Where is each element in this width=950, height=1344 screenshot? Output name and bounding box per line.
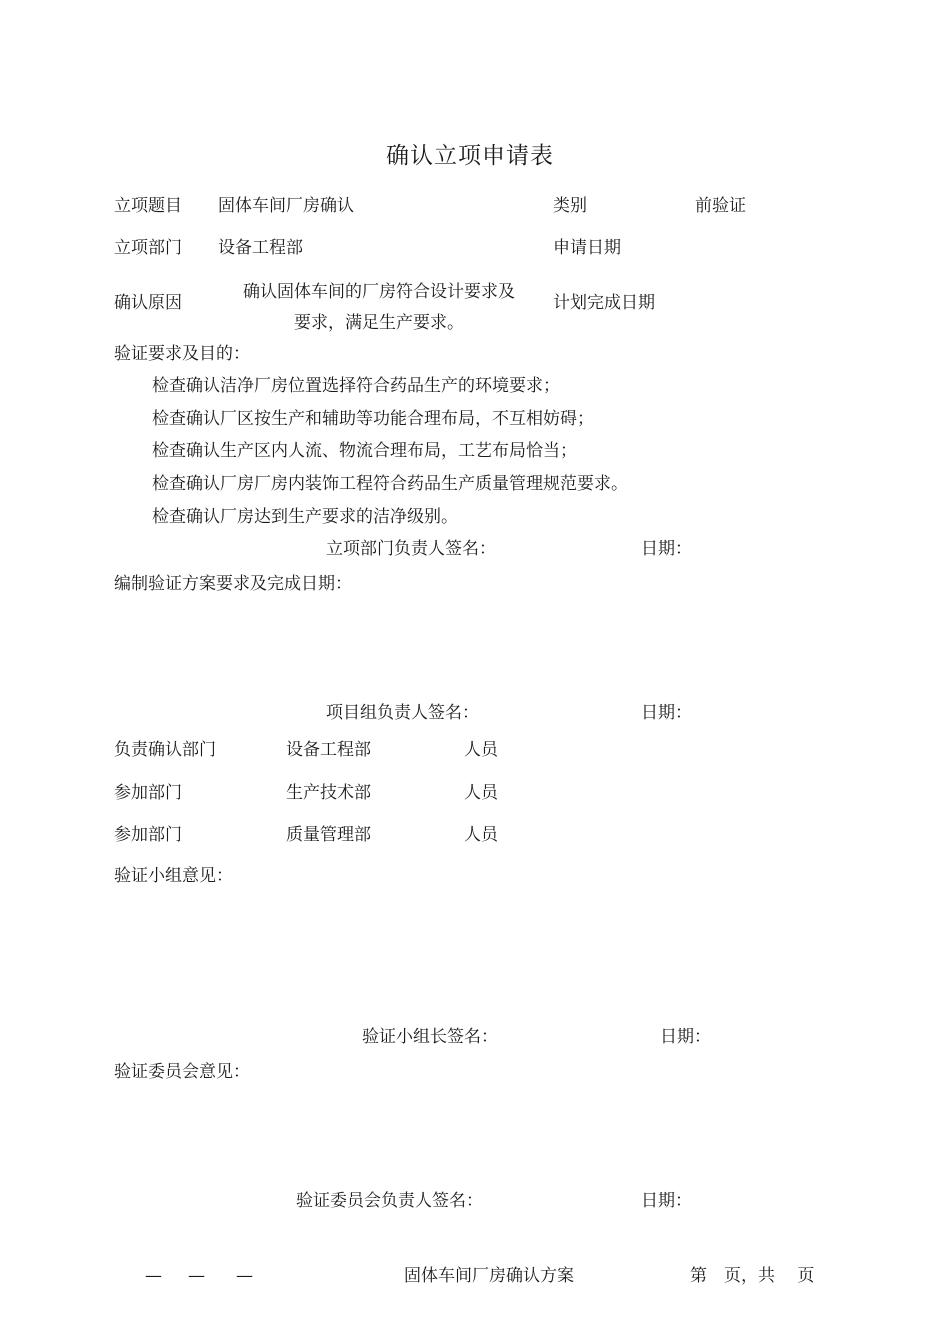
reason-label: 确认原因: [114, 293, 182, 313]
department-label: 立项部门: [114, 238, 182, 258]
footer-dash: —: [145, 1266, 162, 1286]
committee-opinion-label: 验证委员会意见：: [114, 1062, 250, 1082]
dept-name: 设备工程部: [286, 740, 371, 760]
dept-name: 质量管理部: [286, 825, 371, 845]
footer-dash: —: [236, 1266, 253, 1286]
reason-line-2: 要求，满足生产要求。: [294, 313, 464, 333]
plan-date-label: 计划完成日期: [553, 293, 655, 313]
project-title-label: 立项题目: [114, 196, 182, 216]
project-title-value: 固体车间厂房确认: [218, 196, 354, 216]
dept-role: 参加部门: [114, 783, 182, 803]
committee-head-signature-label: 验证委员会负责人签名：: [296, 1191, 483, 1211]
dept-head-date-label: 日期：: [641, 539, 692, 559]
reason-line-1: 确认固体车间的厂房符合设计要求及: [243, 282, 515, 302]
dept-head-signature-label: 立项部门负责人签名：: [326, 539, 496, 559]
dept-staff: 人员: [464, 740, 498, 760]
requirement-item: 检查确认厂区按生产和辅助等功能合理布局，不互相妨碍；: [152, 409, 594, 429]
dept-name: 生产技术部: [286, 783, 371, 803]
apply-date-label: 申请日期: [553, 238, 621, 258]
category-label: 类别: [553, 196, 587, 216]
form-title: 确认立项申请表: [386, 143, 554, 169]
department-value: 设备工程部: [218, 238, 303, 258]
requirements-heading: 验证要求及目的：: [114, 344, 250, 364]
team-lead-signature-label: 项目组负责人签名：: [326, 703, 479, 723]
dept-role: 负责确认部门: [114, 740, 216, 760]
requirement-item: 检查确认生产区内人流、物流合理布局，工艺布局恰当；: [152, 441, 577, 461]
reason-value: [218, 277, 540, 339]
dept-staff: 人员: [464, 825, 498, 845]
team-lead-date-label: 日期：: [641, 703, 692, 723]
requirement-item: 检查确认厂房厂房内装饰工程符合药品生产质量管理规范要求。: [152, 474, 628, 494]
requirement-item: 检查确认洁净厂房位置选择符合药品生产的环境要求；: [152, 376, 560, 396]
requirement-item: 检查确认厂房达到生产要求的洁净级别。: [152, 507, 458, 527]
committee-head-date-label: 日期：: [641, 1191, 692, 1211]
footer-doc-name: 固体车间厂房确认方案: [404, 1266, 574, 1286]
footer-page-number: 第 页，共 页: [690, 1266, 815, 1286]
group-leader-date-label: 日期：: [660, 1027, 711, 1047]
group-opinion-label: 验证小组意见：: [114, 866, 233, 886]
dept-role: 参加部门: [114, 825, 182, 845]
category-value: 前验证: [695, 196, 746, 216]
dept-staff: 人员: [464, 783, 498, 803]
plan-heading: 编制验证方案要求及完成日期：: [114, 574, 352, 594]
group-leader-signature-label: 验证小组长签名：: [362, 1027, 498, 1047]
footer-dash: —: [188, 1266, 205, 1286]
